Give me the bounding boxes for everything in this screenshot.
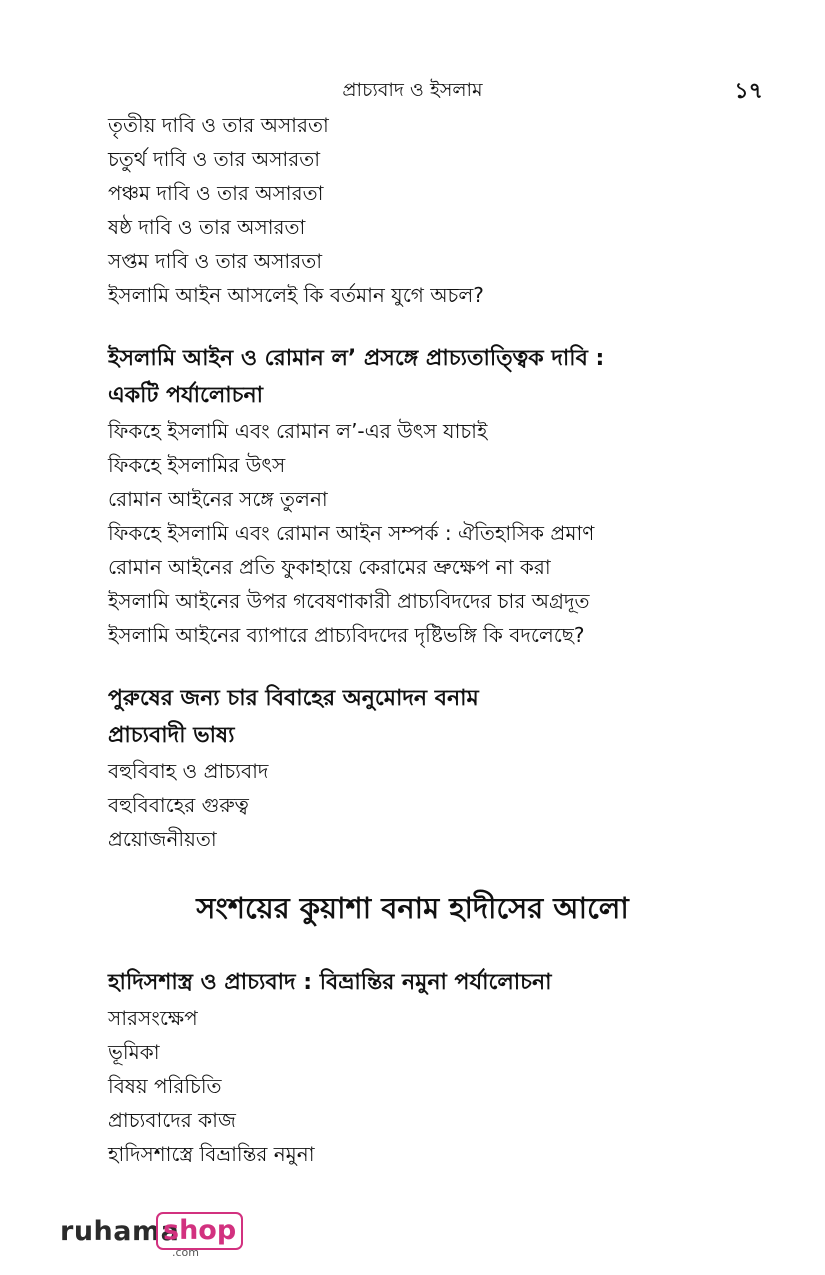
toc-entry[interactable]: প্রয়োজনীয়তা xyxy=(108,827,217,851)
page-header xyxy=(0,72,825,106)
toc-group-3 xyxy=(108,680,748,856)
toc-group-4 xyxy=(108,964,748,1171)
section-heading-line[interactable]: ইসলামি আইন ও রোমান ল’ প্রসঙ্গে প্রাচ্যতাত্ত্বিক দাবি : xyxy=(108,346,605,371)
section-heading-line[interactable]: হাদিসশাস্ত্র ও প্রাচ্যবাদ : বিভ্রান্তির নমুনা পর্যালোচনা xyxy=(108,970,552,995)
logo-shop-text: shop xyxy=(163,1215,237,1246)
toc-entry[interactable]: সারসংক্ষেপ xyxy=(108,1006,198,1030)
logo-ruhama-text: ruhama xyxy=(60,1216,180,1247)
toc-entry[interactable]: ইসলামি আইনের ব্যাপারে প্রাচ্যবিদদের দৃষ্টিভঙ্গি কি বদলেছে? xyxy=(108,623,585,647)
toc-entry[interactable]: পঞ্চম দাবি ও তার অসারতা xyxy=(108,181,324,205)
toc-entry[interactable]: ভূমিকা xyxy=(108,1040,160,1064)
toc-entry[interactable]: রোমান আইনের সঙ্গে তুলনা xyxy=(108,487,328,511)
toc-entry[interactable]: ইসলামি আইনের উপর গবেষণাকারী প্রাচ্যবিদদের চার অগ্রদূত xyxy=(108,589,590,613)
running-title: প্রাচ্যবাদ ও ইসলাম xyxy=(342,79,483,101)
logo-shop-box xyxy=(156,1212,243,1250)
toc-entry[interactable]: ফিকহে ইসলামি এবং রোমান ল’-এর উৎস যাচাই xyxy=(108,419,488,443)
section-heading-line[interactable]: পুরুষের জন্য চার বিবাহের অনুমোদন বনাম xyxy=(108,686,479,711)
toc-entry[interactable]: বহুবিবাহের গুরুত্ব xyxy=(108,793,249,817)
toc-entry[interactable]: ফিকহে ইসলামি এবং রোমান আইন সম্পর্ক : ঐতিহাসিক প্রমাণ xyxy=(108,521,595,545)
toc-entry[interactable]: তৃতীয় দাবি ও তার অসারতা xyxy=(108,113,329,137)
section-heading-line[interactable]: প্রাচ্যবাদী ভাষ্য xyxy=(108,723,235,748)
section-heading-line[interactable]: একটি পর্যালোচনা xyxy=(108,383,264,408)
toc-entry[interactable]: রোমান আইনের প্রতি ফুকাহায়ে কেরামের ভ্রুক্ষেপ না করা xyxy=(108,555,551,579)
toc-entry[interactable]: প্রাচ্যবাদের কাজ xyxy=(108,1108,236,1132)
watermark-logo xyxy=(60,1210,260,1262)
toc-entry[interactable]: সপ্তম দাবি ও তার অসারতা xyxy=(108,249,323,273)
toc-entry[interactable]: চতুর্থ দাবি ও তার অসারতা xyxy=(108,147,321,171)
toc-entry[interactable]: বহুবিবাহ ও প্রাচ্যবাদ xyxy=(108,759,269,783)
toc-entry[interactable]: বিষয় পরিচিতি xyxy=(108,1074,222,1098)
toc-entry[interactable]: ফিকহে ইসলামির উৎস xyxy=(108,453,286,477)
toc-group-2 xyxy=(108,340,748,652)
toc-entry[interactable]: হাদিসশাস্ত্রে বিভ্রান্তির নমুনা xyxy=(108,1142,315,1166)
logo-domain-text: .com xyxy=(172,1246,199,1259)
toc-entry[interactable]: ইসলামি আইন আসলেই কি বর্তমান যুগে অচল? xyxy=(108,283,484,307)
table-of-contents xyxy=(108,108,748,1199)
part-title[interactable]: সংশয়ের কুয়াশা বনাম হাদীসের আলো xyxy=(196,891,629,925)
toc-entry[interactable]: ষষ্ঠ দাবি ও তার অসারতা xyxy=(108,215,306,239)
page-number: ১৭ xyxy=(734,79,763,104)
toc-group-1 xyxy=(108,108,748,312)
